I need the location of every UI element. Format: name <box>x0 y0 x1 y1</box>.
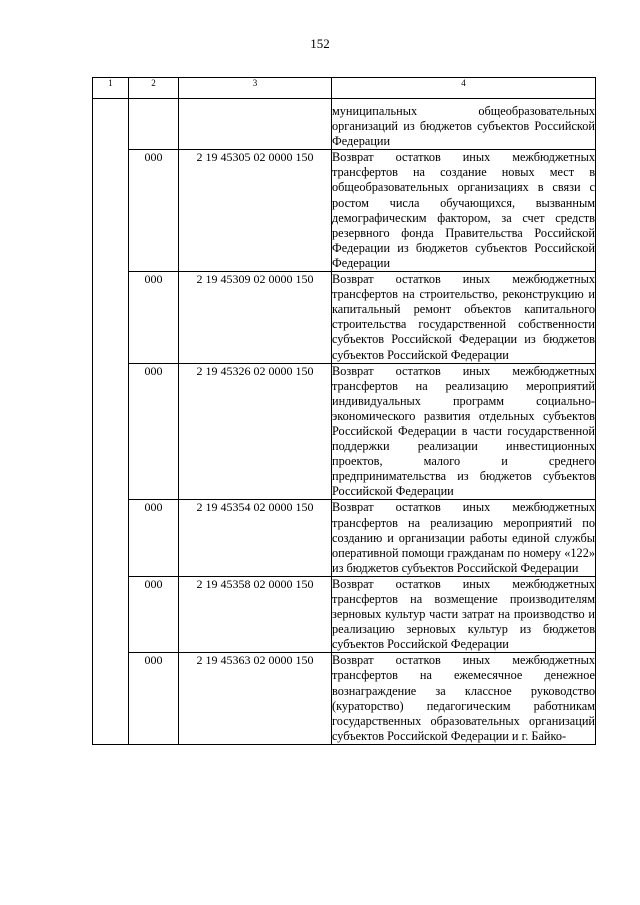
column-number-1: 1 <box>93 78 129 99</box>
page-number: 152 <box>310 36 330 51</box>
revenue-name-cell: Возврат остатков иных межбюджетных трансфертов на реализацию мероприятий по созданию и организации работы единой службы оперативной помощи гражданам по номеру «122» из бюджетов субъектов Российской Федерации <box>332 500 595 575</box>
revenue-name-cell: Возврат остатков иных межбюджетных трансфертов на ежемесячное денежное вознаграждение за классное руководство (кураторство) педагогическим работникам государственных образовательных организаций субъектов Российской Федерации и г. Байко- <box>332 653 595 743</box>
revenue-name-cell: Возврат остатков иных межбюджетных трансфертов на строительство, реконструкцию и капитальный ремонт объектов капитального строительства государственной собственности субъектов Российской Федерации из бюджетов субъектов Российской Федерации <box>332 272 595 362</box>
admin-code-cell: 000 <box>129 363 179 500</box>
revenue-name-cell: муниципальных общеобразовательных организаций из бюджетов субъектов Российской Федерации <box>332 99 596 150</box>
admin-code-cell: 000 <box>129 150 179 272</box>
empty-cell <box>93 99 129 745</box>
table-row <box>93 363 596 500</box>
budget-code-cell: 2 19 45309 02 0000 150 <box>179 272 332 364</box>
table-row <box>93 272 596 364</box>
column-number-2: 2 <box>129 78 179 99</box>
admin-code-cell: 000 <box>129 653 179 745</box>
budget-code-cell: 2 19 45354 02 0000 150 <box>179 500 332 576</box>
revenue-name-cell: Возврат остатков иных межбюджетных трансфертов на создание новых мест в общеобразовательных организациях в связи с ростом числа обучающихся, вызванным демографическим фактором, за счет средств резервного фонда Правительства Российской Федерации из бюджетов субъектов Российской Федерации <box>332 150 595 270</box>
column-number-header-row <box>93 78 596 99</box>
budget-classification-table <box>92 77 596 745</box>
admin-code-cell: 000 <box>129 500 179 576</box>
table-row <box>93 150 596 272</box>
column-number-3: 3 <box>179 78 332 99</box>
table-row <box>93 500 596 576</box>
budget-code-cell: 2 19 45326 02 0000 150 <box>179 363 332 500</box>
admin-code-cell: 000 <box>129 272 179 364</box>
empty-cell <box>179 99 332 150</box>
budget-code-cell: 2 19 45305 02 0000 150 <box>179 150 332 272</box>
table-row <box>93 653 596 745</box>
empty-cell <box>129 99 179 150</box>
revenue-name-cell: Возврат остатков иных межбюджетных трансфертов на возмещение производителям зерновых культур части затрат на производство и реализацию зерновых культур из бюджетов субъектов Российской Федерации <box>332 576 595 652</box>
table-row-continuation <box>93 99 596 150</box>
column-number-4: 4 <box>332 78 596 99</box>
budget-code-cell: 2 19 45358 02 0000 150 <box>179 576 332 652</box>
admin-code-cell: 000 <box>129 576 179 652</box>
budget-code-cell: 2 19 45363 02 0000 150 <box>179 653 332 745</box>
revenue-name-cell: Возврат остатков иных межбюджетных трансфертов на реализацию мероприятий индивидуальных программ социально-экономического развития отдельных субъектов Российской Федерации в части государственной поддержки реализации инвестиционных проектов, малого и среднего предпринимательства из бюджетов субъектов Российской Федерации <box>332 363 595 499</box>
table-row <box>93 576 596 652</box>
